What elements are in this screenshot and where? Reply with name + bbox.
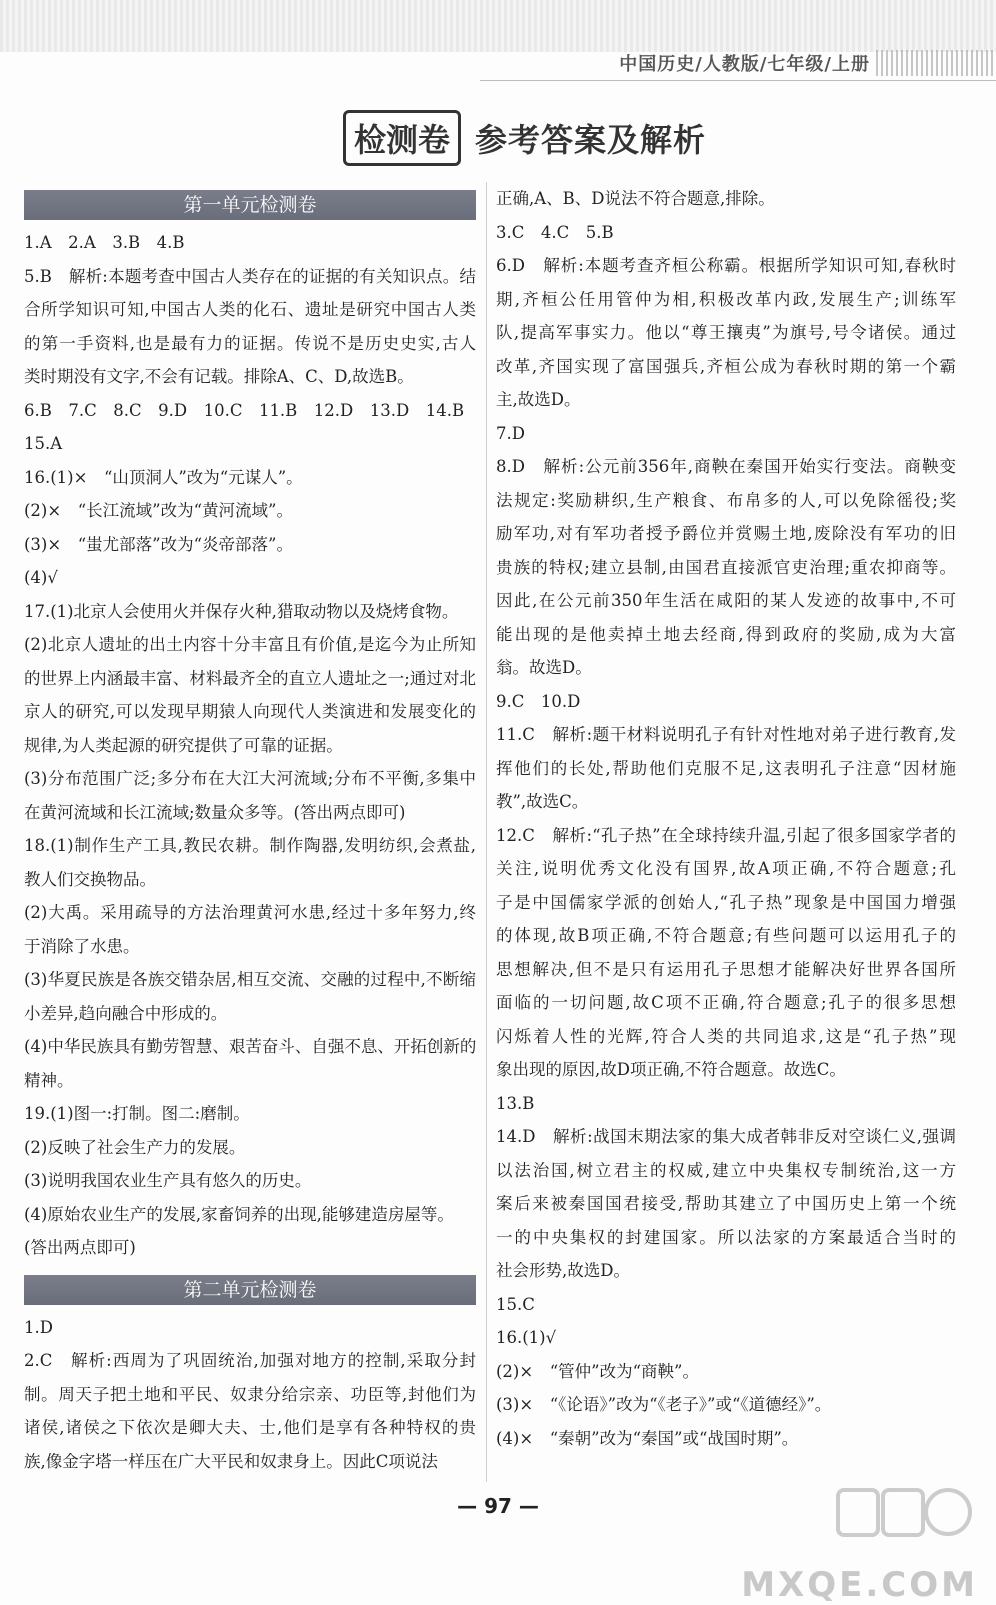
right-line: (3)× “《论语》”改为“《老子》”或“《道德经》”。 (496, 1395, 832, 1414)
unit1-line: 于消除了水患。 (24, 936, 140, 956)
unit2-heading: 第二单元检测卷 (24, 1275, 476, 1305)
right-line: 15.C (496, 1294, 535, 1314)
unit1-line: 6.B 7.C 8.C 9.D 10.C 11.B 12.D 13.D 14.B (24, 400, 465, 420)
unit1-line: (4)中华民族具有勤劳智慧、艰苦奋斗、自强不息、开拓创新的 (24, 1037, 476, 1056)
unit1-line: 的世界上内涵最丰富、材料最齐全的直立人遗址之一;通过对北 (24, 668, 476, 688)
title-boxed-word: 检测卷 (343, 110, 461, 166)
unit1-line: (3)分布范围广泛;多分布在大江大河流域;分布不平衡,多集中 (24, 769, 476, 788)
right-line: 挥他们的长处,帮助他们克服不足,这表明孔子注意“因材施 (496, 758, 956, 778)
unit1-line: 京人的研究,可以发现早期猿人向现代人类演进和发展变化的 (24, 702, 476, 721)
right-line: 一的中央集权的封建国家。所以法家的方案最适合当时的 (496, 1227, 956, 1247)
right-line: 期,齐桓公任用管仲为相,积极改革内政,发展生产;训练军 (496, 289, 956, 309)
unit2-answers (24, 1311, 476, 1479)
right-line: (2)× “管仲”改为“商鞅”。 (496, 1361, 699, 1381)
unit2-line: 制。周天子把土地和平民、奴隶分给宗亲、功臣等,封他们为 (24, 1384, 476, 1404)
unit1-line: (3)华夏民族是各族交错杂居,相互交流、交融的过程中,不断缩 (24, 970, 476, 989)
column-divider (486, 182, 487, 1482)
unit1-line: 的第一手资料,也是最有力的证据。传说不是历史史实,古人 (24, 333, 476, 353)
right-line: 法规定:奖励耕织,生产粮食、布帛多的人,可以免除徭役;奖 (496, 490, 956, 510)
right-line: 案后来被秦国国君接受,帮助其建立了中国历史上第一个统 (496, 1194, 956, 1213)
unit2-line: 1.D (24, 1317, 53, 1337)
right-line: 改革,齐国实现了富国强兵,齐桓公成为春秋时期的第一个霸 (496, 356, 956, 376)
right-line: 8.D 解析:公元前356年,商鞅在秦国开始实行变法。商鞅变 (496, 457, 956, 476)
right-line: 子是中国儒家学派的创始人,“孔子热”现象是中国国力增强 (496, 892, 956, 912)
top-scan-band (0, 0, 996, 52)
unit1-line: 1.A 2.A 3.B 4.B (24, 233, 185, 252)
unit2-line: 族,像金字塔一样压在广大平民和奴隶身上。因此C项说法 (24, 1451, 438, 1471)
unit1-line: (4)原始农业生产的发展,家畜饲养的出现,能够建造房屋等。 (24, 1204, 454, 1224)
unit1-line: 精神。 (24, 1070, 74, 1090)
unit1-heading: 第一单元检测卷 (24, 190, 476, 220)
unit1-line: 15.A (24, 434, 63, 453)
right-line: 9.C 10.D (496, 691, 581, 711)
right-line: 16.(1)√ (496, 1328, 557, 1347)
right-line: 关注,说明优秀文化没有国界,故A项正确,不符合题意;孔 (496, 859, 956, 878)
unit1-answers (24, 226, 476, 1265)
header-subject-tag: 中国历史/人教版/七年级/上册 (619, 54, 870, 75)
unit1-line: 18.(1)制作生产工具,教民农耕。制作陶器,发明纺织,会煮盐, (24, 836, 476, 855)
unit1-line: 规律,为人类起源的研究提供了可靠的证据。 (24, 735, 343, 755)
unit1-line: 在黄河流域和长江流域;数量众多等。(答出两点即可) (24, 802, 406, 822)
unit1-line: 教人们交换物品。 (24, 869, 156, 889)
right-line: 社会形势,故选D。 (496, 1261, 630, 1280)
unit1-line: 小差异,趋向融合中形成的。 (24, 1003, 228, 1023)
right-line: 面临的一切问题,故C项不正确,符合题意;孔子的很多思想 (496, 993, 956, 1012)
right-line: 翁。故选D。 (496, 658, 592, 677)
left-column (24, 188, 476, 1478)
unit1-line: (答出两点即可) (24, 1238, 136, 1257)
unit2-line: 2.C 解析:西周为了巩固统治,加强对地方的控制,采取分封 (24, 1351, 476, 1370)
right-line: 6.D 解析:本题考查齐桓公称霸。根据所学知识可知,春秋时 (496, 256, 956, 275)
unit1-line: (2)北京人遗址的出土内容十分丰富且有价值,是迄今为止所知 (24, 635, 476, 654)
right-line: 贵族的特权;建立县制,由国君直接派官吏治理;重农抑商等。 (496, 557, 956, 577)
unit1-line: (4)√ (24, 568, 58, 587)
title-text: 参考答案及解析 (475, 121, 707, 159)
right-line: 7.D (496, 423, 525, 443)
right-line: 的体现,故B项正确,不符合题意;有些问题可以运用孔子的 (496, 926, 956, 945)
page-title (343, 108, 706, 168)
right-line: 象出现的原因,故D项正确,不符合题意。故选C。 (496, 1060, 846, 1079)
right-line: 11.C 解析:题干材料说明孔子有针对性地对弟子进行教育,发 (496, 725, 956, 744)
unit1-line: (2)大禹。采用疏导的方法治理黄河水患,经过十多年努力,终 (24, 903, 476, 922)
right-line: (4)× “秦朝”改为“秦国”或“战国时期”。 (496, 1428, 799, 1448)
header-dot-pattern (876, 50, 996, 76)
unit1-line: (3)说明我国农业生产具有悠久的历史。 (24, 1171, 312, 1190)
right-line: 能出现的是他卖掉土地去经商,得到政府的奖励,成为大富 (496, 624, 956, 644)
right-line: 3.C 4.C 5.B (496, 222, 614, 242)
right-line: 以法治国,树立君主的权威,建立中央集权专制统治,这一方 (496, 1160, 956, 1180)
unit1-line: 5.B 解析:本题考查中国古人类存在的证据的有关知识点。结 (24, 266, 476, 286)
page-number: — 97 — (457, 1494, 539, 1518)
unit1-line: 类时期没有文字,不会有记载。排除A、C、D,故选B。 (24, 367, 414, 386)
right-line: 教”,故选C。 (496, 792, 589, 811)
right-line: 12.C 解析:“孔子热”在全球持续升温,引起了很多国家学者的 (496, 825, 956, 845)
unit1-line: 19.(1)图一:打制。图二:磨制。 (24, 1104, 250, 1123)
watermark-text: MXQE.COM (741, 1565, 978, 1605)
right-line: 励军功,对有军功者授予爵位并赏赐土地,废除没有军功的旧 (496, 524, 956, 543)
right-line: 思想解决,但不是只有运用孔子思想才能解决好世界各国所 (496, 959, 956, 979)
unit1-line: (3)× “蚩尤部落”改为“炎帝部落”。 (24, 534, 293, 554)
right-line: 主,故选D。 (496, 390, 581, 409)
right-line: 14.D 解析:战国末期法家的集大成者韩非反对空谈仁义,强调 (496, 1127, 956, 1146)
right-line: 因此,在公元前350年生活在咸阳的某人发迹的故事中,不可 (496, 591, 956, 610)
header-rule (480, 80, 996, 81)
right-line: 13.B (496, 1093, 535, 1113)
unit1-line: 17.(1)北京人会使用火并保存火种,猎取动物以及烧烤食物。 (24, 601, 459, 621)
right-column (496, 182, 956, 1455)
unit1-line: (2)× “长江流域”改为“黄河流域”。 (24, 501, 293, 520)
right-line: 闪烁着人性的光辉,符合人类的共同追求,这是“孔子热”现 (496, 1026, 956, 1046)
unit2-line: 诸侯,诸侯之下依次是卿大夫、士,他们是享有各种特权的贵 (24, 1418, 476, 1437)
unit1-line: 合所学知识可知,中国古人类的化石、遗址是研究中国古人类 (24, 300, 476, 319)
unit1-line: (2)反映了社会生产力的发展。 (24, 1137, 246, 1157)
right-line: 正确,A、B、D说法不符合题意,排除。 (496, 189, 775, 208)
right-line: 队,提高军事实力。他以“尊王攘夷”为旗号,号令诸侯。通过 (496, 323, 956, 342)
right-answers (496, 182, 956, 1455)
unit1-line: 16.(1)× “山顶洞人”改为“元谋人”。 (24, 467, 303, 487)
